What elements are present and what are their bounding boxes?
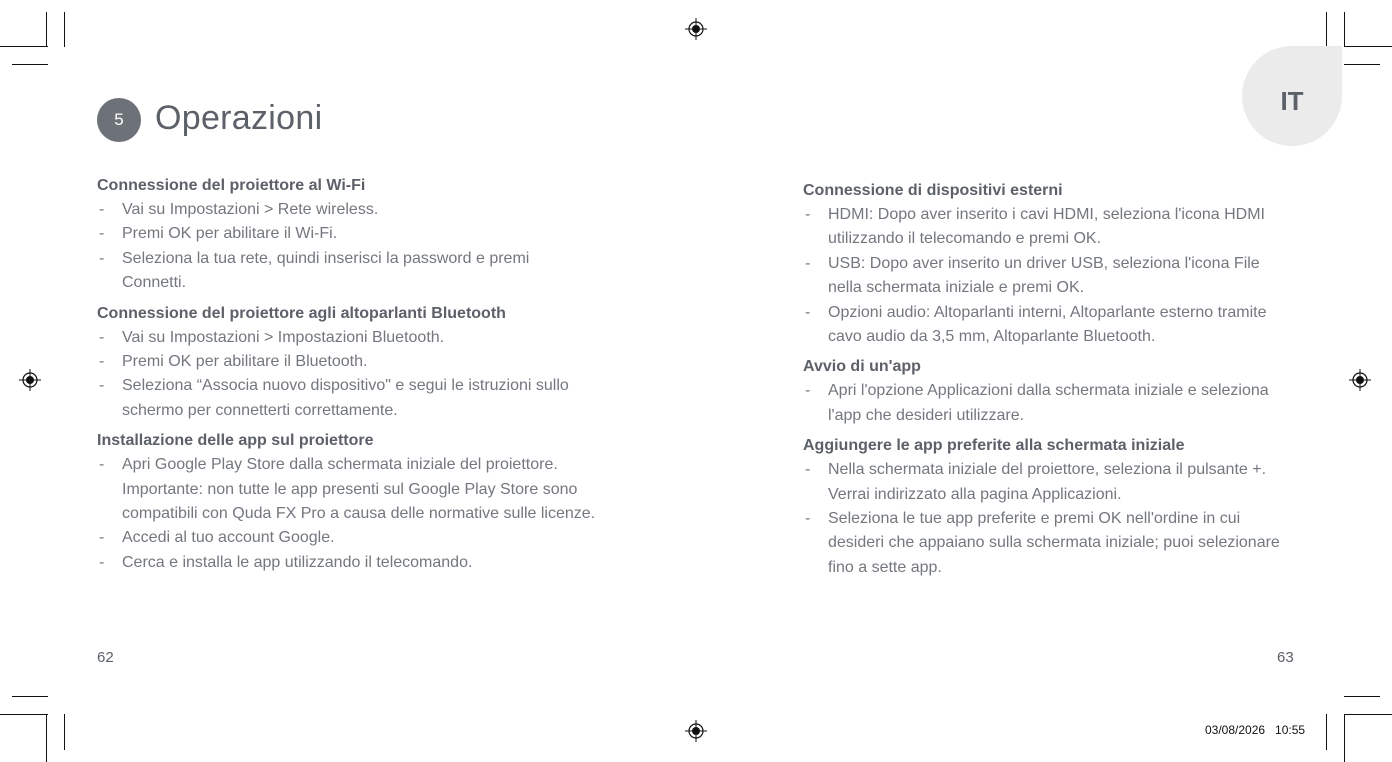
crop-mark (0, 46, 48, 47)
crop-mark (12, 696, 48, 697)
crop-mark (64, 12, 65, 47)
list-item: - Cerca e installa le app utilizzando il telecomando. (97, 551, 597, 575)
left-column (97, 174, 597, 581)
section-heading: Avvio di un'app (803, 358, 921, 376)
crop-mark (1344, 64, 1380, 65)
list-item: - Premi OK per abilitare il Wi-Fi. (97, 222, 597, 246)
section-external-devices (803, 179, 1283, 349)
section-heading: Connessione di dispositivi esterni (803, 182, 1063, 199)
instruction-list (97, 326, 597, 424)
section-launch-app (803, 355, 1283, 428)
instruction-list (803, 379, 1283, 428)
crop-mark (1344, 12, 1345, 47)
list-item: - Seleziona le tue app preferite e premi OK nell'ordine in cui desideri che appaiano sulla schermata iniziale; puoi selezionare fino a sette app. (803, 507, 1283, 580)
list-item: - Apri l'opzione Applicazioni dalla schermata iniziale e seleziona l'app che desideri utilizzare. (803, 379, 1283, 428)
section-bluetooth (97, 302, 597, 424)
crop-mark (12, 64, 48, 65)
list-item: - Vai su Impostazioni > Rete wireless. (97, 198, 597, 222)
instruction-list (97, 198, 597, 296)
crop-mark (0, 714, 48, 715)
language-badge (1242, 46, 1342, 146)
crop-mark (1344, 46, 1392, 47)
instruction-list (803, 458, 1283, 580)
crop-mark (1344, 714, 1392, 715)
instruction-list (803, 203, 1283, 349)
list-item: - Seleziona la tua rete, quindi inserisci la password e premi Connetti. (97, 247, 597, 296)
crop-mark (64, 714, 65, 750)
crop-mark (46, 714, 47, 762)
print-timestamp: 03/08/2026 10:55 (1205, 723, 1306, 737)
crop-mark (1344, 696, 1380, 697)
section-heading: Aggiungere le app preferite alla schermata iniziale (803, 437, 1185, 455)
section-heading: Connessione del proiettore al Wi-Fi (97, 177, 366, 194)
chapter-number-badge: 5 (97, 98, 141, 142)
crop-mark (1326, 714, 1327, 750)
list-item: - Apri Google Play Store dalla schermata iniziale del proiettore. Importante: non tutte le app presenti sul Google Play Store sono compatibili con Quda FX Pro a causa delle normative sulle licenze. (97, 453, 597, 526)
crop-mark (1326, 12, 1327, 47)
list-item: - Premi OK per abilitare il Bluetooth. (97, 350, 597, 374)
page-number-left: 62 (97, 649, 114, 666)
list-item: - Opzioni audio: Altoparlanti interni, Altoparlante esterno tramite cavo audio da 3,5 mm, Altoparlante Bluetooth. (803, 301, 1283, 350)
section-heading: Connessione del proiettore agli altoparlanti Bluetooth (97, 304, 506, 322)
registration-mark-icon (19, 369, 41, 391)
list-item: - Vai su Impostazioni > Impostazioni Bluetooth. (97, 326, 597, 350)
page-title: Operazioni (155, 99, 323, 137)
page-number-right: 63 (1277, 649, 1294, 666)
section-favorite-apps (803, 434, 1283, 580)
section-heading: Installazione delle app sul proiettore (97, 432, 374, 450)
list-item: - HDMI: Dopo aver inserito i cavi HDMI, seleziona l'icona HDMI utilizzando il telecomando e premi OK. (803, 203, 1283, 252)
list-item: - Nella schermata iniziale del proiettore, seleziona il pulsante +. Verrai indirizzato alla pagina Applicazioni. (803, 458, 1283, 507)
list-item: - USB: Dopo aver inserito un driver USB, seleziona l'icona File nella schermata iniziale e premi OK. (803, 252, 1283, 301)
registration-mark-icon (1349, 369, 1371, 391)
crop-mark (1344, 714, 1345, 762)
language-code: IT (1280, 86, 1304, 116)
registration-mark-icon (685, 720, 707, 742)
section-wifi (97, 174, 597, 296)
list-item: - Seleziona “Associa nuovo dispositivo" e segui le istruzioni sullo schermo per connetterti correttamente. (97, 374, 597, 423)
list-item: - Accedi al tuo account Google. (97, 526, 597, 550)
registration-mark-icon (685, 18, 707, 40)
crop-mark (46, 12, 47, 47)
instruction-list (97, 453, 597, 575)
right-column (803, 179, 1283, 586)
section-app-install (97, 429, 597, 575)
